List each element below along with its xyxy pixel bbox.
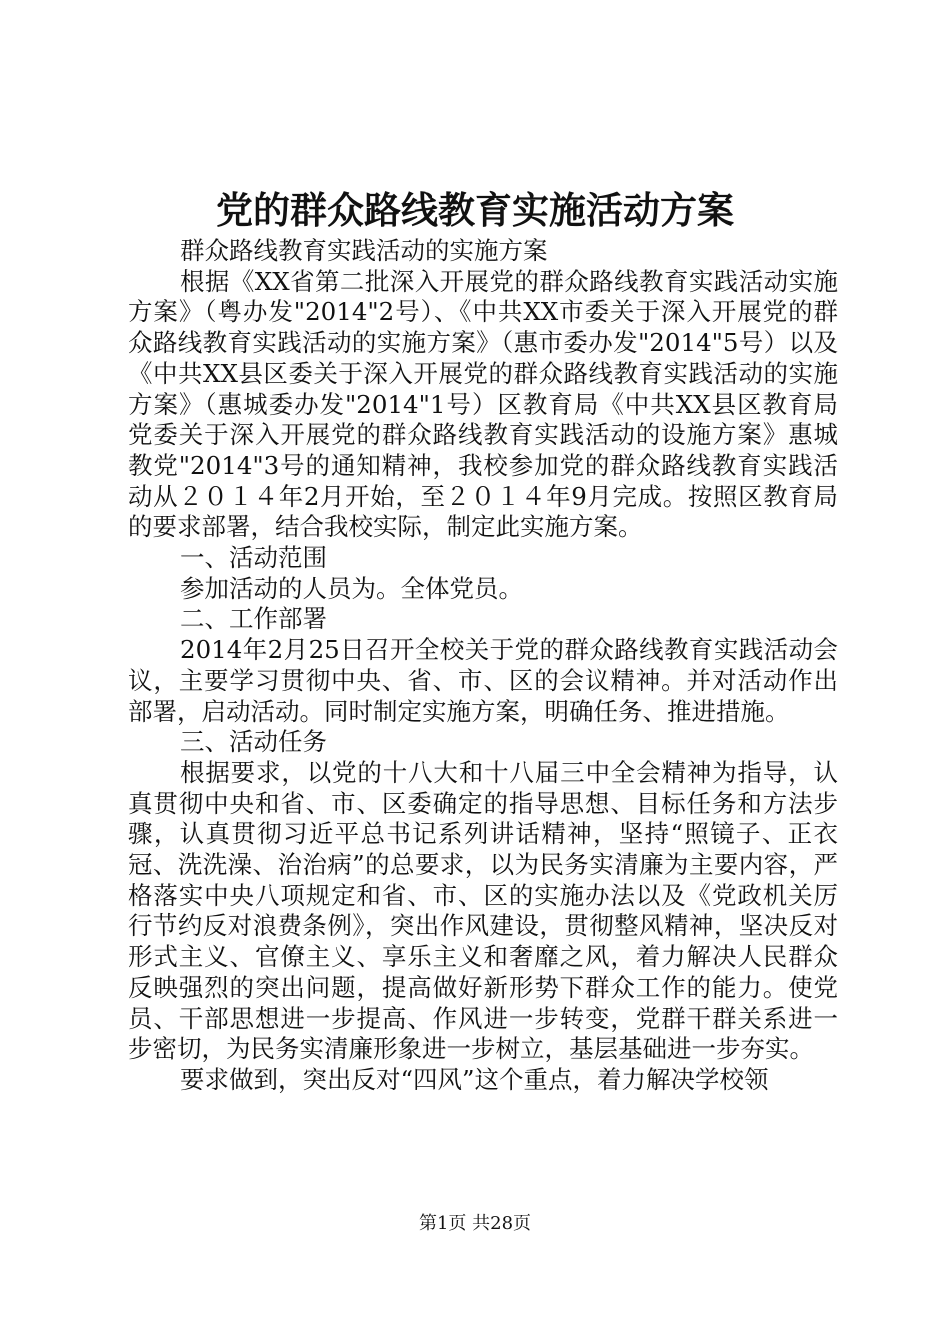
section-heading: 一、活动范围	[180, 543, 327, 573]
subtitle-paragraph: 群众路线教育实践活动的实施方案	[180, 236, 548, 265]
section-heading: 三、活动任务	[180, 727, 327, 757]
body-paragraph: 要求做到，突出反对“四风”这个重点，着力解决学校领	[180, 1064, 769, 1094]
section-heading: 二、工作部署	[180, 604, 327, 634]
intro-paragraph: 根据《XX省第二批深入开展党的群众路线教育实践活动实施方案》（粤办发"2014"2号）、《中共XX市委关于深入开展党的群众路线教育实践活动的实施方案》（惠市委办发"2014"5号）以及《中共XX县区委关于深入开展党的群众路线教育实践活动的实施方案》（惠城委办发"2014"1号）区教育局《中共XX县区教育局党委关于深入开展党的群众路线教育实践活动的设施方案》惠城教党"2014"3号的通知精神，我校参加党的群众路线教育实践活动从２０１４年2月开始，至２０１４年9月完成。按照区教育局的要求部署，结合我校实际，制定此实施方案。	[128, 266, 838, 542]
document-title: 党的群众路线教育实施活动方案	[216, 188, 734, 232]
body-paragraph: 根据要求，以党的十八大和十八届三中全会精神为指导，认真贯彻中央和省、市、区委确定的指导思想、目标任务和方法步骤，认真贯彻习近平总书记系列讲话精神，坚持“照镜子、正衣冠、洗洗澡、治治病”的总要求，以为民务实清廉为主要内容，严格落实中央八项规定和省、市、区的实施办法以及《党政机关厉行节约反对浪费条例》，突出作风建设，贯彻整风精神，坚决反对形式主义、官僚主义、享乐主义和奢靡之风，着力解决人民群众反映强烈的突出问题，提高做好新形势下群众工作的能力。使党员、干部思想进一步提高、作风进一步转变，党群干群关系进一步密切，为民务实清廉形象进一步树立，基层基础进一步夯实。	[128, 757, 838, 1064]
document-body	[128, 236, 838, 1096]
body-paragraph: 参加活动的人员为。全体党员。	[180, 573, 523, 603]
page-number-footer: 第1页 共28页	[418, 1213, 532, 1234]
body-paragraph: 2014年2月25日召开全校关于党的群众路线教育实践活动会议，主要学习贯彻中央、省、市、区的会议精神。并对活动作出部署，启动活动。同时制定实施方案，明确任务、推进措施。	[128, 635, 838, 726]
